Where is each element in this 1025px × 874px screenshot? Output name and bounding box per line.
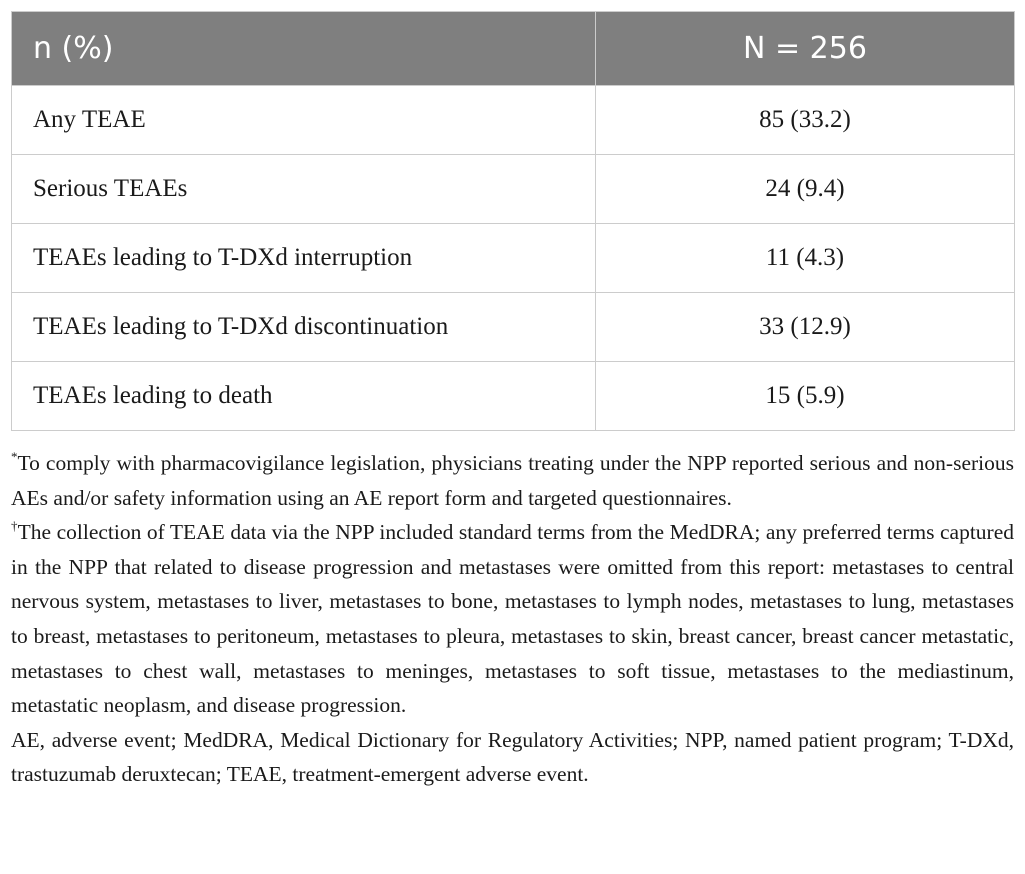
- row-value: 15 (5.9): [596, 362, 1015, 431]
- row-label: TEAEs leading to death: [12, 362, 596, 431]
- footnote-asterisk: [11, 446, 1014, 515]
- row-value: 24 (9.4): [596, 155, 1015, 224]
- table-header-row: [12, 12, 1015, 86]
- row-label: Any TEAE: [12, 86, 596, 155]
- table-row: [12, 362, 1015, 431]
- footnote-dagger: [11, 515, 1014, 723]
- footnote-text: The collection of TEAE data via the NPP included standard terms from the MedDRA; any preferred terms captured in the NPP that related to disease progression and metastases were omitted from this report: metastases to central nervous system, metastases to liver, metastases to bone, metastases to lymph nodes, metastases to lung, metastases to breast, metastases to peritoneum, metastases to pleura, metastases to skin, breast cancer, breast cancer metastatic, metastases to chest wall, metastases to meninges, metastases to soft tissue, metastases to the mediastinum, metastatic neoplasm, and disease progression.: [11, 520, 1015, 718]
- table-row: [12, 155, 1015, 224]
- row-value: 85 (33.2): [596, 86, 1015, 155]
- header-total-n: N = 256: [596, 12, 1015, 86]
- row-value: 33 (12.9): [596, 293, 1015, 362]
- row-label: TEAEs leading to T-DXd discontinuation: [12, 293, 596, 362]
- row-value: 11 (4.3): [596, 224, 1015, 293]
- row-label: Serious TEAEs: [12, 155, 596, 224]
- row-label: TEAEs leading to T-DXd interruption: [12, 224, 596, 293]
- footnote-text: To comply with pharmacovigilance legislation, physicians treating under the NPP reported serious and non-serious AEs and/or safety information using an AE report form and targeted questionnaires.: [11, 451, 1014, 510]
- abbreviations: AE, adverse event; MedDRA, Medical Dictionary for Regulatory Activities; NPP, named patient program; T-DXd, trastuzumab deruxtecan; TEAE, treatment-emergent adverse event.: [11, 727, 1014, 787]
- footnote-marker: †: [11, 518, 18, 534]
- teae-table: [11, 11, 1015, 431]
- header-n-percent: n (%): [12, 12, 596, 86]
- table-row: [12, 224, 1015, 293]
- table-row: [12, 293, 1015, 362]
- table-footnotes: [11, 446, 1014, 792]
- table-row: [12, 86, 1015, 155]
- footnote-marker: *: [11, 449, 18, 464]
